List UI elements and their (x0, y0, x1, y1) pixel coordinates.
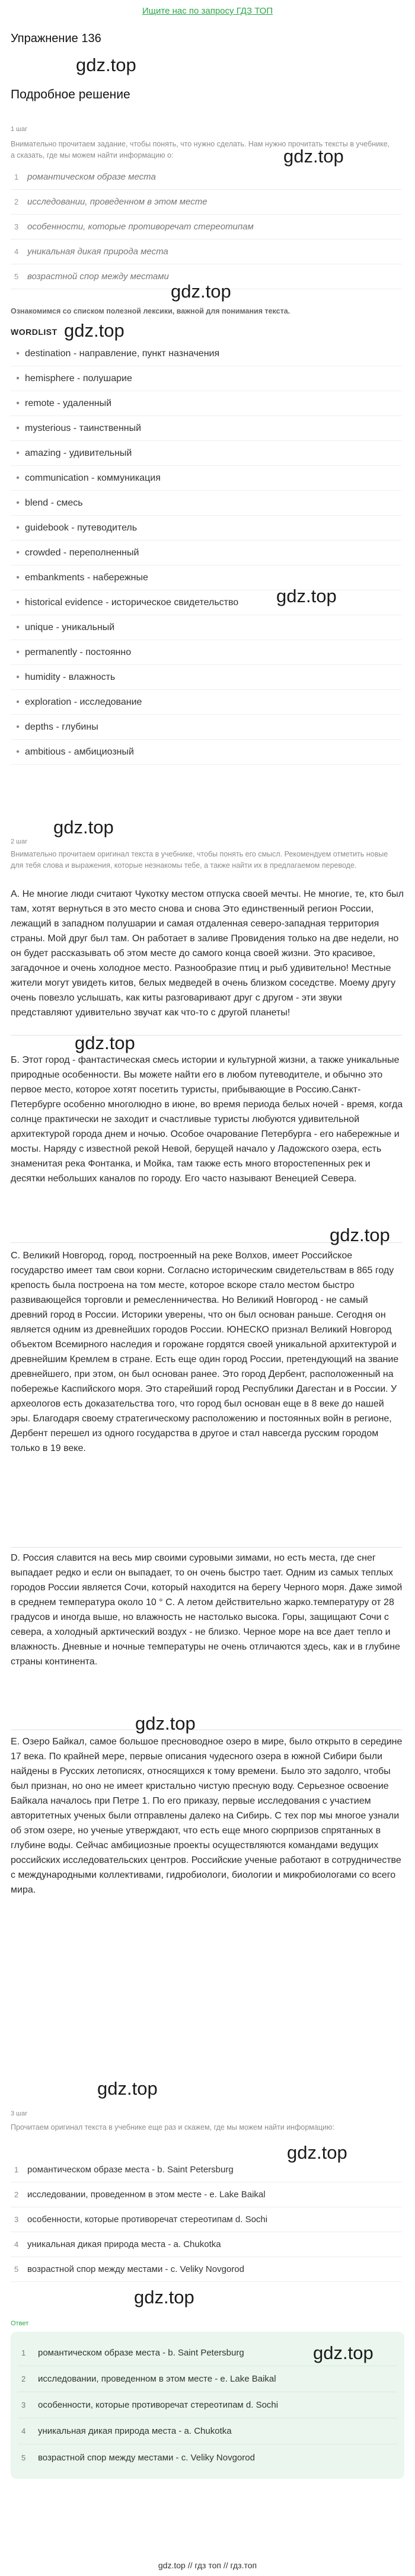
list-item: • blend - смесь (11, 491, 402, 516)
list-item: 2 исследовании, проведенном в этом месте - e. Lake Baikal (11, 2182, 402, 2207)
list-item: 4 уникальная дикая природа места - a. Chukotka (11, 2232, 402, 2257)
watermark: gdz.top (135, 1713, 196, 1734)
step2-label: 2 шаг (11, 838, 28, 845)
section-title: Подробное решение (11, 88, 130, 101)
list-item: • guidebook - путеводитель (11, 516, 402, 541)
list-item: • communication - коммуникация (11, 466, 402, 491)
list-item: • permanently - постоянно (11, 640, 402, 665)
list-item: • remote - удаленный (11, 391, 402, 416)
list-item: • hemisphere - полушарие (11, 366, 402, 391)
divider (11, 1547, 402, 1548)
step3-intro: Прочитаем оригинал текста в учебнике еще раз и скажем, где мы можем найти информацию: (11, 2123, 334, 2131)
wordlist (11, 341, 402, 765)
list-item: 4 уникальная дикая природа места (11, 239, 402, 264)
list-item: • depths - глубины (11, 715, 402, 740)
list-item: • amazing - удивительный (11, 441, 402, 466)
watermark: gdz.top (330, 1225, 390, 1245)
list-item: 5 возрастной спор между местами (11, 264, 402, 289)
list-item: 5 возрастной спор между местами - c. Veliky Novgorod (21, 2452, 255, 2463)
list-item: • destination - направление, пункт назначения (11, 341, 402, 366)
list-item: • historical evidence - историческое свидетельство (11, 590, 402, 615)
step1-list (11, 165, 402, 289)
list-item: 3 особенности, которые противоречат стереотипам (11, 215, 402, 239)
watermark: gdz.top (64, 320, 124, 341)
footer: gdz.top // гдз топ // гдз.топ (158, 2561, 257, 2570)
list-item: 4 уникальная дикая природа места - a. Chukotka (18, 2418, 397, 2444)
watermark: gdz.top (76, 55, 136, 75)
list-item: 2 исследовании, проведенном в этом месте - e. Lake Baikal (18, 2366, 397, 2392)
list-item: • mysterious - таинственный (11, 416, 402, 441)
watermark: gdz.top (97, 2078, 158, 2099)
list-item: • crowded - переполненный (11, 541, 402, 565)
watermark: gdz.top (276, 586, 337, 606)
watermark: gdz.top (171, 281, 231, 302)
step1-intro: Внимательно прочитаем задание, чтобы понять, что нужно сделать. Нам нужно прочитать тексты в учебнике, а сказать, где мы можем найти информацию о: (11, 140, 390, 159)
list-item: 3 особенности, которые противоречат стереотипам d. Sochi (18, 2392, 397, 2418)
list-item: • humidity - влажность (11, 665, 402, 690)
answer-label: Ответ (11, 2320, 29, 2327)
list-item: 1 романтическом образе места - b. Saint Petersburg (11, 2158, 402, 2182)
top-search-link[interactable]: Ищите нас по запросу ГДЗ ТОП (142, 6, 273, 16)
wordlist-title: WORDLIST (11, 327, 58, 337)
exercise-title: Упражнение 136 (11, 32, 101, 45)
list-item: • embankments - набережные (11, 565, 402, 590)
list-item: • unique - уникальный (11, 615, 402, 640)
step3-label: 3 шаг (11, 2110, 28, 2117)
watermark: gdz.top (287, 2142, 347, 2163)
list-item: 5 возрастной спор между местами - c. Veliky Novgorod (11, 2257, 402, 2282)
list-item: • ambitious - амбициозный (11, 740, 402, 765)
watermark: gdz.top (283, 146, 344, 167)
list-item: • exploration - исследование (11, 690, 402, 715)
text-paragraph-b: Б. Этот город - фантастическая смесь истории и культурной жизни, а также уникальные природные особенности. Вы можете найти его в любом путеводителе, и обычно это первое место, которое хотят посетить туристы, прибывающие в Россию.Санкт-Петербурге особенно многолюдно в июне, во время периода белых ночей - время, когда солнце практически не заходит и счастливые туристы любуются удивительной архитектурой города днем и ночью. Особое очарование Петербурга - его набережные и мосты. Наряду с известной рекой Невой, берущей начало у Ладожского озера, есть знаменитая река Фонтанка, и Мойка, там также есть много второстепенных рек и десятки небольших каналов по городу. Его часто называют Венецией Севера. (11, 1055, 403, 1184)
watermark: gdz.top (134, 2287, 194, 2307)
text-paragraph-a: A. Не многие люди считают Чукотку местом отпуска своей мечты. Не многие, те, кто был там, хотят вернуться в это место снова и снова Это единственный регион России, лежащий в западном полушарии и самая отдаленная северо-западная территория страны. Мой друг был там. Он работает в заливе Провидения только на две недели, но он будет рассказывать об этом месте до самого конца своей жизни. Это красивое, загадочное и очень холодное место. Разнообразие птиц и рыб удивительно! Местные жители могут увидеть китов, белых медведей в очень близком соседстве. Моему другу очень повезло услышать, как киты разговаривают друг с другом - эти звуки представляют удивительно звучат как что-то с другой планеты! (11, 889, 404, 1018)
step2-intro: Внимательно прочитаем оригинал текста в учебнике, чтобы понять его смысл. Рекомендуем отметить новые для тебя слова и выражения, которые незнакомы тебе, а также найти их в предлагаемом переводе. (11, 850, 388, 870)
watermark: gdz.top (53, 817, 114, 838)
text-paragraph-d: D. Россия славится на весь мир своими суровыми зимами, но есть места, где снег выпадает редко и если он выпадает, то он очень быстро тает. Одним из самых теплых городов России является Сочи, который находится на берегу Черного моря. Даже зимой в среднем температура около 10 ° C. А летом действительно жарко.температуру от 28 градусов и иногда выше, но влажность не настолько высока. Горы, защищают Сочи с севера, а холодный арктический воздух - не близко. Черное море на все дает тепло и влажность. Дневные и ночные температуры не очень отличаются здесь, как и в глубине страны континента. (11, 1553, 403, 1667)
list-item: 1 романтическом образе места (11, 165, 402, 190)
step1-label: 1 шаг (11, 126, 28, 133)
watermark: gdz.top (313, 2342, 374, 2363)
text-paragraph-c: C. Великий Новгород, город, построенный на реке Волхов, имеет Российское государство имеет там свои корни. Согласно историческим свидетельствам в 865 году крепость была построена на том месте, которое вскоре стало местом быстро развивающейся торговли и ремесленничества. Но Великий Новгород - не самый древний город в России. Историки уверены, что он был основан раньше. Сегодня он является одним из древнейших городов России. ЮНЕСКО признал Великий Новгород объектом Всемирного наследия и горожане гордятся своей уникальной архитектурой и древнейшим Кремлем в стране. Есть еще один город России, претендующий на звание древнейшего, при этом, он был основан ранее. Это город Дербент, расположенный на побережье Каспийского моря. Это старейший город Республики Дагестан и в России. У археологов есть доказательства того, что город был основан еще в 8 веке до нашей эры. Благодаря своему стратегическому расположению и постоянных войн в регионе, Дербент перешел из одного государства в другое и стал навсегда русским городом только в 19 веке. (11, 1251, 399, 1453)
list-item: 2 исследовании, проведенном в этом месте (11, 190, 402, 215)
text-paragraph-e: E. Озеро Байкал, самое большое пресноводное озеро в мире, было открыто в середине 17 века. По крайней мере, первые описания чудесного озера в южной Сибири были найдены в Русских летописях, относящихся к тому времени. Было это задолго, чтобы был признан, но оно не имеет кристально чистую пресную воду. Серьезное освоение Байкала началось при Петре 1. По его приказу, первые исследования с участием авторитетных ученых были отправлены далеко на Сибирь. С тех пор мы многое узнали об этом озере, но ученые утверждают, что есть еще много сюрпризов спрятанных в глубине воды. Сейчас амбициозные проекты осуществляются командами ведущих российских исследовательских центров. Российские ученые работают в сотрудничестве с международными коллективами, гидробиологи, биологии и микробиологами со всего мира. (11, 1737, 403, 1895)
list-item: 1 романтическом образе места - b. Saint Petersburg (18, 2340, 397, 2366)
watermark: gdz.top (75, 1033, 135, 1053)
step3-list (11, 2158, 402, 2282)
step1-note: Ознакомимся со списком полезной лексики, важной для понимания текста. (11, 307, 290, 315)
list-item: 3 особенности, которые противоречат стереотипам d. Sochi (11, 2207, 402, 2232)
